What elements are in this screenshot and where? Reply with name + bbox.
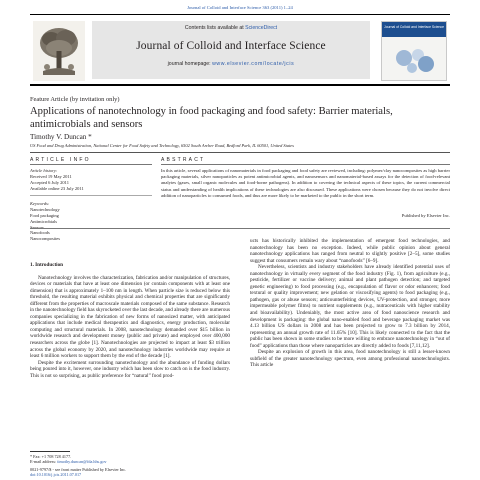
- abstract-bottom-divider: [30, 228, 450, 229]
- doi-link[interactable]: doi:10.1016/j.jcis.2011.07.017: [30, 472, 82, 478]
- author-affiliation: US Food and Drug Administration, National Center for Food Safety and Technology, 6502 South Archer Road, Bedford Park, IL 60501, United States: [30, 143, 294, 148]
- article-info-heading: ARTICLE INFO: [30, 157, 91, 163]
- history-heading: Article history:: [30, 168, 58, 173]
- issn-line: 0021-9797/$ - see front matter Published by Elsevier Inc.: [30, 467, 127, 472]
- body-paragraph: Despite the excitement surrounding nanotechnology and the abundance of funding dollars being poured into it, however, one industry which has been slow to catch on is the food industry. This is not so surprising, as public preference for “natural” food prod-: [30, 359, 230, 379]
- contents-available-line: [92, 25, 370, 31]
- cover-journal-name: Journal of Colloid and Interface Science: [384, 25, 444, 29]
- journal-cover-thumbnail: [381, 21, 447, 81]
- introduction-heading: 1. Introduction: [30, 262, 64, 268]
- cover-illustration: [392, 44, 438, 76]
- sciencedirect-link[interactable]: ScienceDirect: [245, 25, 278, 31]
- body-paragraph: Despite an explosion of growth in this area, food nanotechnology is still a lesser-known subfield of the greater nanotechnology spectrum, even among professional nanotechnologists. This article: [250, 349, 450, 369]
- article-info-panel: [30, 168, 152, 242]
- keywords-heading: Keywords:: [30, 200, 50, 206]
- fax-line: * Fax: +1 708 728 4177.: [30, 454, 72, 459]
- history-accepted: Accepted 6 July 2011: [30, 179, 69, 185]
- keyword-item: Nanofoods: [30, 230, 50, 236]
- article-info-divider: [30, 164, 152, 165]
- issn-block: [30, 467, 250, 478]
- email-prefix: E-mail address:: [30, 459, 58, 465]
- elsevier-tree-logo: [33, 21, 85, 81]
- body-paragraph: Nevertheless, scientists and industry stakeholders have already identified potential uses of nanotechnology in virtually every segment of the food industry (Fig. 1), from agriculture (e.g., pesticide, fertilizer or vaccine delivery; animal and plant pathogen detection; and targeted genetic engineering) to food processing (e.g., encapsulation of flavor or odor enhancers; food textural or quality improvement; new gelation or viscosifying agents) to food packaging (e.g., pathogen, gas or abuse sensors; anticounterfeiting devices, UV-protection, and stronger, more impermeable polymer films) to nutrient supplements (e.g., nutraceuticals with higher stability and bioavailability). Undeniably, the most active area of food nanoscience research and development is packaging: the global nano-enabled food and beverage packaging market was 4.13 billion US dollars in 2008 and has been projected to grow to 7.3 billion by 2014, representing an annual growth rate of 11.65% [10]. This is likely connected to the fact that the public has been shown in some studies to be more willing to embrace nanotechnology in “out of food” applications than those where nanoparticles are directly added to foods [7,11,12].: [250, 264, 450, 349]
- journal-masthead: [30, 14, 450, 86]
- keyword-item: Sensors: [30, 224, 45, 230]
- history-online: Available online 23 July 2011: [30, 185, 84, 191]
- body-column-left: [30, 262, 230, 379]
- contents-prefix: Contents lists available at: [184, 25, 246, 31]
- abstract-divider: [161, 164, 450, 165]
- journal-title: Journal of Colloid and Interface Science: [136, 40, 326, 52]
- corresponding-author-footnote: [30, 454, 230, 465]
- abstract-text: In this article, several applications of nanomaterials in food packaging and food safety are reviewed, including: polymer/clay nanocomposites as high barrier packaging materials, silver nanoparticles as potent antimicrobial agents, and nanosensors and nanomaterial-based assays for the detection of food-relevant analytes (gases, small organic molecules and food-borne pathogens). In addition to covering the technical aspects of these topics, the current commercial status and understanding of health implications of these technologies are also discussed. These applications were chosen because they do not involve direct addition of nanoparticles to consumed foods, and thus are more likely to be marketed to the public in the short term.: [161, 168, 450, 198]
- journal-citation: Journal of Colloid and Interface Science 363 (2011) 1–24: [187, 5, 293, 10]
- author-name[interactable]: Timothy V. Duncan *: [30, 133, 92, 141]
- body-paragraph: ucts has historically inhibited the implementation of emergent food technologies, and nanotechnology has been no exception. Indeed, while public opinion about general nanotechnology applications has ranged from neutral to slightly positive [2–5], some studies suggest that consumers remain wary about “nanofoods” [6–9].: [250, 238, 450, 264]
- keyword-item: Food packaging: [30, 212, 59, 218]
- keyword-item: Nanotechnology: [30, 206, 60, 212]
- article-title: Applications of nanotechnology in food packaging and food safety: Barrier materials, antimicrobials and sensors: [30, 106, 393, 130]
- email-line: [30, 459, 230, 464]
- keyword-item: Antimicrobials: [30, 218, 57, 224]
- journal-homepage-line: [92, 61, 370, 67]
- homepage-prefix: journal homepage:: [167, 61, 213, 67]
- masthead-center-panel: [92, 21, 370, 79]
- history-received: Received 19 May 2011: [30, 173, 72, 179]
- header-divider: [30, 152, 450, 153]
- publisher-statement: Published by Elsevier Inc.: [401, 213, 450, 218]
- article-type-label: Feature Article (by invitation only): [30, 96, 120, 103]
- body-column-right: [250, 238, 450, 369]
- body-paragraph: Nanotechnology involves the characterization, fabrication and/or manipulation of structures, devices or materials that have at least one dimension (or contain components with at least one dimension) that is approximately 1–100 nm in length. When particle size is reduced below this threshold, the resulting material exhibits physical and chemical properties that are significantly different from the properties of macroscale materials composed of the same substance. Research in the nanotechnology field has skyrocketed over the last decade, and already there are numerous companies specializing in the fabrication of new forms of nanosized matter, with anticipated applications that include medical therapeutics and diagnostics, energy production, molecular computing and structural materials. In 2008, nanotechnology demanded over $15 billion in worldwide research and development money (public and private) and employed over 400,000 researchers across the globe [1]. Nanotechnologies are projected to impact at least $3 trillion across the global economy by 2020, and nanotechnology industries worldwide may require at least 6 million workers to support them by the end of the decade [1].: [30, 274, 230, 360]
- keyword-item: Nanocomposites: [30, 236, 60, 242]
- footnote-divider: [30, 451, 70, 452]
- author-email-link[interactable]: timothy.duncan@fda.hhs.gov: [57, 459, 107, 465]
- keywords-divider: [30, 195, 152, 196]
- journal-homepage-link[interactable]: www.elsevier.com/locate/jcis: [212, 61, 295, 67]
- abstract-heading: ABSTRACT: [161, 157, 206, 163]
